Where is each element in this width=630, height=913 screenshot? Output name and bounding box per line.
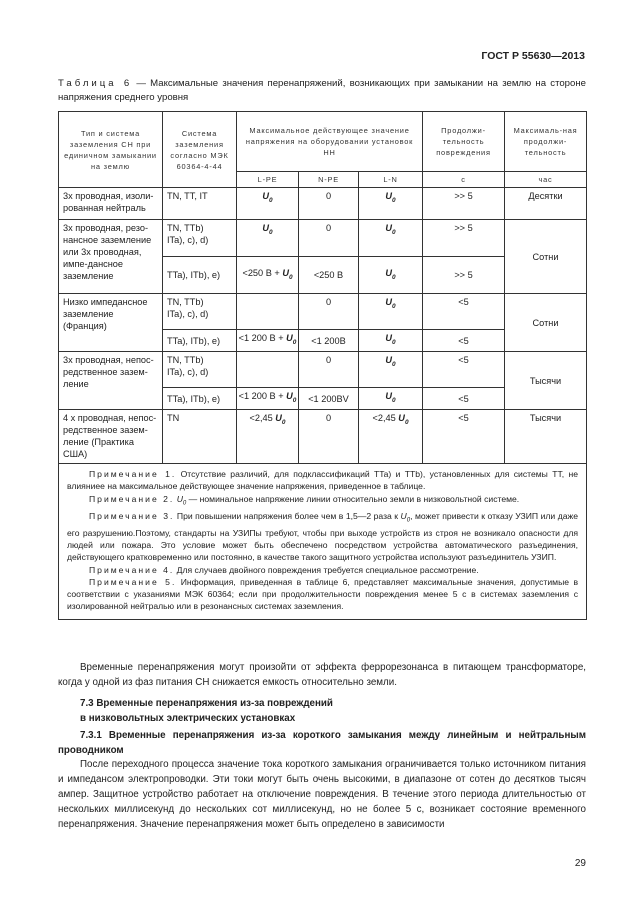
body-paragraph-ferroresonance: [58, 660, 586, 690]
table-row: [59, 294, 587, 330]
cell-lpe: [237, 352, 299, 388]
header-ln: L-N: [359, 172, 423, 188]
overvoltage-table: [58, 111, 587, 620]
table-caption: [58, 77, 586, 105]
note-4: [67, 564, 578, 576]
note-label: Примечание 2.: [89, 493, 175, 504]
cell-max-duration: Десятки: [505, 188, 587, 220]
note-text: Информация, приведенная в таблице 6, представляет максимальные значения, допустимые в соответствии с указаниями МЭК 60364; если при продолжительности повреждения менее 5 с в системах заземления с изолированной нейтралью или в резонансных системах заземления.: [67, 576, 579, 612]
cell-ground-type: 3х проводная, изоли-рованная нейтраль: [59, 188, 163, 220]
cell-ground-system: TN, TTb) ITa), c), d): [163, 220, 237, 257]
cell-lpe: $U_0$: [237, 220, 299, 257]
cell-max-duration: Сотни: [505, 220, 587, 294]
cell-ln: [359, 410, 423, 464]
cell-npe: 0: [299, 410, 359, 464]
cell-ground-system: TN, TTb) ITa), c), d): [163, 294, 237, 330]
note-5: [67, 576, 578, 613]
cell-lpe-prefix: <2,45: [249, 413, 276, 423]
header-fault-duration: Продолжи-тельность повреждения: [423, 112, 505, 172]
cell-ground-system: TTa), ITb), e): [163, 257, 237, 294]
header-max-duration: Максималь-ная продолжи-тельность: [505, 112, 587, 172]
cell-ln: $U_0$: [359, 257, 423, 294]
section-heading-7-3: [58, 696, 586, 726]
cell-max-duration: Тысячи: [505, 410, 587, 464]
cell-npe: <1 200BV: [299, 388, 359, 410]
cell-duration: <5: [423, 352, 505, 388]
cell-lpe: [237, 257, 299, 294]
cell-ground-system: TTa), ITb), e): [163, 388, 237, 410]
header-max-voltage: Максимальное действующее значение напряжения на оборудовании установок НН: [237, 112, 423, 172]
cell-ground-type: Низко импедансное заземление (Франция): [59, 294, 163, 352]
note-text: При повышении напряжения более чем в 1,5—2 раза к: [174, 510, 401, 521]
cell-lpe-prefix: <1 200 В +: [238, 333, 287, 344]
cell-npe: <250 В: [299, 257, 359, 294]
cell-npe: 0: [299, 352, 359, 388]
cell-lpe: [237, 388, 299, 410]
cell-lpe-u0: $U_0$: [282, 267, 293, 281]
note-text: Отсутствие различий, для подклассификаций TTa) и TTb), установленных для системы TT, не влияниее на максимальное действующее значение напряжения, приведенное в таблице.: [67, 469, 579, 492]
heading-text: 7.3.1 Временные перенапряжения из-за короткого замыкания между линейным и нейтральным проводником: [58, 730, 586, 756]
document-header: ГОСТ Р 55630—2013: [481, 50, 585, 62]
table-notes: [59, 464, 587, 620]
note-label: Примечание 1.: [89, 469, 177, 479]
cell-ln: $U_0$: [359, 352, 423, 388]
table-caption-label: Таблица 6: [58, 78, 133, 89]
cell-npe: 0: [299, 188, 359, 220]
cell-npe: 0: [299, 294, 359, 330]
note-text: Для случаев двойного повреждения требуется специальное рассмотрение.: [174, 564, 479, 575]
cell-duration: <5: [423, 294, 505, 330]
cell-ln: $U_0$: [359, 188, 423, 220]
table-row: [59, 220, 587, 257]
cell-ground-type: 4 х проводная, непос-редственное зазем-ление (Практика США): [59, 410, 163, 464]
note-text: — номинальное напряжение линии относительно земли в низковольтной системе.: [186, 493, 520, 504]
note-label: Примечание 4.: [89, 564, 175, 575]
paragraph-text: После переходного процесса значение тока короткого замыкания ограничивается только источником питания и импедансом электропроводки. Эти токи могут быть очень высокими, в диапазоне от сотен до десятков тысяч ампер. Защитное устройство работает на отключение повреждения. В течение этого периода длительностью от нескольких миллисекунд до нескольких сот миллисекунд, но не более 5 с, возникает состояние временного перенапряжения. Значение перенапряжения может быть определено в зависимости: [58, 759, 586, 830]
cell-duration: >> 5: [423, 188, 505, 220]
cell-lpe: [237, 330, 299, 352]
cell-duration: >> 5: [423, 257, 505, 294]
section-heading-7-3-1: [58, 728, 586, 758]
cell-lpe: [237, 410, 299, 464]
note-1: [67, 468, 578, 493]
table-row: [59, 410, 587, 464]
cell-ln: $U_0$: [359, 294, 423, 330]
cell-ground-system: TN: [163, 410, 237, 464]
note-text: , может привести к отказу УЗИП или даже его разрушению.Поэтому, стандарты на УЗИПы требуют, чтобы при выходе устройств из строя не возникало опасности для людей или пожара. Это условие может быть обеспечено посредством устройства автоматического разъединения, действующего кратковременно или постоянно, в качестве такого защитного устройства используют разъединитель УЗИП.: [67, 510, 579, 563]
header-unit-hours: час: [505, 172, 587, 188]
cell-duration: >> 5: [423, 220, 505, 257]
cell-ground-type: 3х проводная, непос-редственное зазем-ление: [59, 352, 163, 410]
table-row: [59, 188, 587, 220]
cell-lpe-u0: $U_0$: [275, 413, 286, 426]
cell-ln-prefix: <2,45: [372, 413, 399, 423]
note-u0: $U_0$: [400, 510, 411, 524]
cell-max-duration: Тысячи: [505, 352, 587, 410]
cell-ground-system: TN, TT, IT: [163, 188, 237, 220]
table-caption-text: — Максимальные значения перенапряжений, возникающих при замыкании на землю на стороне напряжения среднего уровня: [58, 78, 586, 103]
header-npe: N-PE: [299, 172, 359, 188]
heading-line: в низковольтных электрических установках: [80, 713, 296, 724]
cell-lpe-u0: $U_0$: [286, 333, 297, 346]
cell-ln: $U_0$: [359, 220, 423, 257]
paragraph-text: Временные перенапряжения могут произойти от эффекта феррорезонанса в питающем трансформаторе, когда у одной из фаз питания СН снижается емкость относительно земли.: [58, 662, 586, 688]
cell-lpe-u0: $U_0$: [286, 391, 297, 404]
cell-duration: <5: [423, 330, 505, 352]
cell-duration: <5: [423, 410, 505, 464]
cell-lpe-prefix: <1 200 В +: [238, 391, 287, 402]
note-u0: $U_0$: [176, 493, 187, 507]
cell-ln: $U_0$: [359, 388, 423, 410]
cell-lpe: [237, 294, 299, 330]
page-number: 29: [574, 858, 586, 869]
header-lpe: L-PE: [237, 172, 299, 188]
cell-ground-system: TN, TTb) ITa), c), d): [163, 352, 237, 388]
header-ground-system: Система заземления согласно МЭК 60364-4-44: [163, 112, 237, 188]
cell-lpe: $U_0$: [237, 188, 299, 220]
table-row: [59, 352, 587, 388]
cell-max-duration: Сотни: [505, 294, 587, 352]
heading-line: 7.3 Временные перенапряжения из-за повреждений: [80, 698, 333, 709]
cell-duration: <5: [423, 388, 505, 410]
note-2: [67, 493, 578, 510]
note-label: Примечание 5.: [89, 576, 177, 587]
cell-ground-type: 3х проводная, резо-нансное заземление или 3х проводная, импе-дансное заземление: [59, 220, 163, 294]
header-unit-seconds: с: [423, 172, 505, 188]
header-ground-type: Тип и система заземления СН при единичном замыкании на землю: [59, 112, 163, 188]
cell-lpe-prefix: <250 В +: [242, 267, 283, 278]
cell-ln: $U_0$: [359, 330, 423, 352]
cell-ground-system: TTa), ITb), e): [163, 330, 237, 352]
cell-npe: <1 200В: [299, 330, 359, 352]
cell-npe: 0: [299, 220, 359, 257]
note-label: Примечание 3.: [89, 510, 175, 521]
body-paragraph-short-circuit: [58, 757, 586, 832]
note-3: [67, 510, 578, 564]
cell-ln-u0: $U_0$: [398, 413, 409, 426]
